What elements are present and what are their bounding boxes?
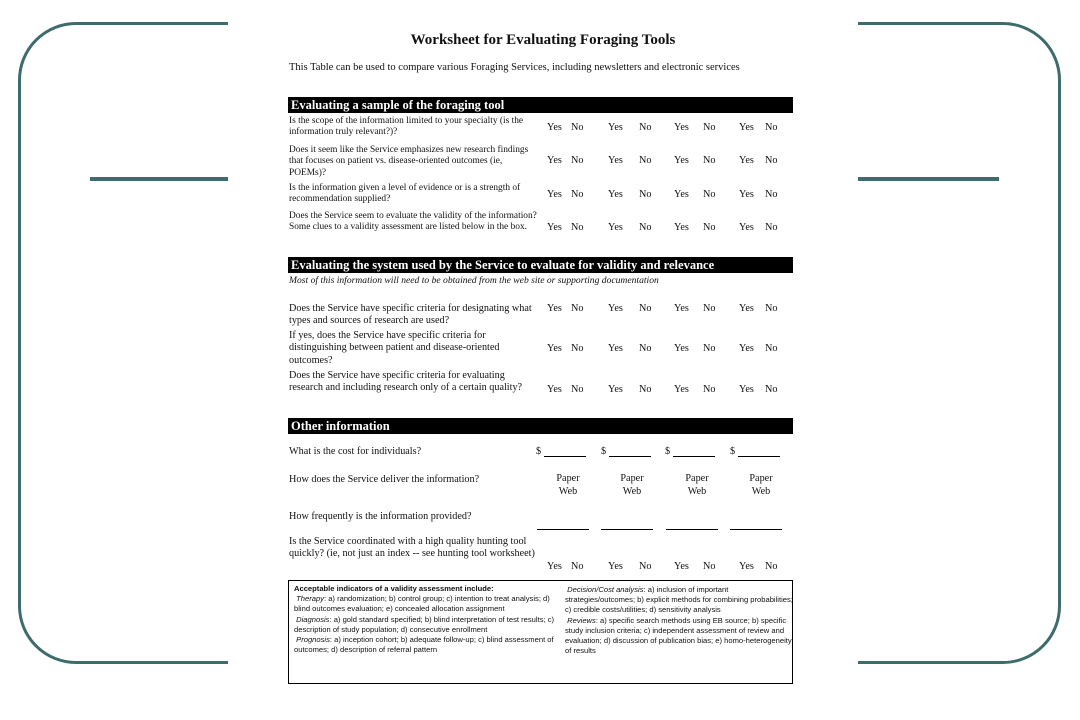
question-level-of-evidence: Is the information given a level of evidence or is a strength of recommendation supplied? — [289, 183, 521, 205]
yes-option: Yes — [674, 122, 689, 133]
question-frequency: How frequently is the information provided? — [289, 511, 472, 522]
decision-text: : a) inclusion of important strategies/outcomes; b) explicit methods for combining probabilities; c) credible costs/utilities; d) sensitivity analysis — [565, 585, 793, 615]
no-option: No — [639, 189, 652, 200]
yes-option: Yes — [547, 303, 562, 314]
prognosis-text: : a) inception cohort; b) adequate follow-up; c) blind assessment of outcomes; d) description of referral pattern — [294, 635, 554, 655]
yes-option: Yes — [739, 343, 754, 354]
no-option: No — [765, 343, 778, 354]
paper-option[interactable]: Paper — [556, 473, 580, 484]
no-option: No — [571, 155, 584, 166]
no-option: No — [765, 189, 778, 200]
no-option: No — [571, 222, 584, 233]
frequency-blank[interactable] — [730, 529, 782, 530]
frequency-blank[interactable] — [537, 529, 589, 530]
yes-option: Yes — [674, 561, 689, 572]
no-option: No — [639, 303, 652, 314]
no-option: No — [703, 122, 716, 133]
worksheet-document — [228, 0, 858, 720]
question-delivery: How does the Service deliver the information? — [289, 474, 480, 485]
no-option: No — [703, 222, 716, 233]
yes-option: Yes — [674, 384, 689, 395]
yes-option: Yes — [547, 155, 562, 166]
no-option: No — [703, 384, 716, 395]
dollar-sign: $ — [730, 446, 736, 457]
no-option: No — [765, 384, 778, 395]
no-option: No — [703, 303, 716, 314]
validity-indicators-box — [288, 580, 793, 684]
no-option: No — [639, 122, 652, 133]
yes-no-row — [547, 303, 787, 317]
paper-option[interactable]: Paper — [685, 473, 709, 484]
yes-option: Yes — [608, 384, 623, 395]
cost-blank[interactable] — [601, 446, 651, 457]
yes-option: Yes — [739, 222, 754, 233]
yes-option: Yes — [674, 155, 689, 166]
reviews-text: : a) specific search methods using EB source; b) specific study inclusion criteria; c) independent assessment of review and evaluation; d) discussion of publication bias; e) homo-heterogeneity of results — [565, 615, 792, 656]
no-option: No — [765, 122, 778, 133]
web-option[interactable]: Web — [558, 486, 578, 497]
cost-blank[interactable] — [665, 446, 715, 457]
yes-option: Yes — [547, 222, 562, 233]
paper-option[interactable]: Paper — [749, 473, 773, 484]
therapy-text: : a) randomization; b) control group; c) intention to treat analysis; d) blind outcomes evaluation; e) concealed allocation assignment — [294, 594, 550, 614]
therapy-label: Therapy — [296, 594, 324, 604]
question-new-research: Does it seem like the Service emphasizes new research findings that focuses on patient vs. disease-oriented outcomes (ie, POEMs)? — [289, 145, 529, 178]
yes-option: Yes — [608, 222, 623, 233]
yes-no-row — [547, 561, 787, 575]
web-option[interactable]: Web — [751, 486, 771, 497]
yes-option: Yes — [547, 122, 562, 133]
yes-option: Yes — [739, 155, 754, 166]
no-option: No — [571, 343, 584, 354]
yes-option: Yes — [608, 561, 623, 572]
yes-option: Yes — [739, 561, 754, 572]
no-option: No — [703, 155, 716, 166]
cost-underline — [609, 446, 651, 457]
prognosis-label: Prognosis — [296, 635, 330, 645]
yes-option: Yes — [608, 122, 623, 133]
no-option: No — [639, 343, 652, 354]
delivery-options — [677, 472, 717, 498]
question-validity: Does the Service seem to evaluate the validity of the information? Some clues to a validity assessment are listed below in the box. — [289, 211, 537, 233]
yes-option: Yes — [739, 189, 754, 200]
yes-option: Yes — [739, 122, 754, 133]
yes-no-row — [547, 343, 787, 357]
section-heading-system: Evaluating the system used by the Service to evaluate for validity and relevance — [288, 257, 793, 273]
dollar-sign: $ — [665, 446, 671, 457]
delivery-options — [741, 472, 781, 498]
yes-option: Yes — [547, 189, 562, 200]
yes-option: Yes — [547, 384, 562, 395]
section-note: Most of this information will need to be obtained from the web site or supporting documentation — [289, 275, 659, 286]
diagnosis-label: Diagnosis — [296, 614, 330, 624]
worksheet-subtitle: This Table can be used to compare various Foraging Services, including newsletters and electronic services — [289, 62, 740, 73]
yes-no-row — [547, 155, 787, 169]
no-option: No — [571, 561, 584, 572]
no-option: No — [765, 155, 778, 166]
no-option: No — [703, 189, 716, 200]
reviews-label: Reviews — [567, 615, 596, 625]
question-research-quality: Does the Service have specific criteria for evaluating research and including research only of a certain quality? — [289, 370, 523, 394]
frequency-blank[interactable] — [666, 529, 718, 530]
section-heading-sample: Evaluating a sample of the foraging tool — [288, 97, 793, 113]
yes-no-row — [547, 222, 787, 236]
diagnosis-text: : a) gold standard specified; b) blind interpretation of test results; c) description of study population; d) consecutive enrollment — [294, 614, 555, 634]
yes-option: Yes — [608, 303, 623, 314]
no-option: No — [765, 561, 778, 572]
validity-column-left — [294, 584, 556, 655]
cost-underline — [738, 446, 780, 457]
right-divider-rule — [858, 177, 999, 181]
no-option: No — [571, 122, 584, 133]
yes-option: Yes — [739, 303, 754, 314]
yes-option: Yes — [608, 155, 623, 166]
yes-option: Yes — [674, 189, 689, 200]
yes-no-row — [547, 122, 787, 136]
no-option: No — [703, 343, 716, 354]
yes-option: Yes — [547, 343, 562, 354]
decision-label: Decision/Cost analysis — [567, 585, 644, 594]
yes-option: Yes — [674, 303, 689, 314]
web-option[interactable]: Web — [687, 486, 707, 497]
paper-option[interactable]: Paper — [620, 473, 644, 484]
yes-option: Yes — [608, 189, 623, 200]
question-scope: Is the scope of the information limited to your specialty (is the information truly relevant?)? — [289, 116, 524, 138]
yes-no-row — [547, 384, 787, 398]
delivery-options — [548, 472, 588, 498]
no-option: No — [571, 303, 584, 314]
dollar-sign: $ — [601, 446, 607, 457]
no-option: No — [765, 303, 778, 314]
no-option: No — [639, 561, 652, 572]
no-option: No — [765, 222, 778, 233]
yes-option: Yes — [547, 561, 562, 572]
yes-option: Yes — [674, 222, 689, 233]
no-option: No — [639, 222, 652, 233]
question-specific-criteria: Does the Service have specific criteria for designating what types and sources of research are used? — [289, 303, 532, 327]
no-option: No — [703, 561, 716, 572]
yes-option: Yes — [739, 384, 754, 395]
frequency-blank[interactable] — [601, 529, 653, 530]
section-heading-other: Other information — [288, 418, 793, 434]
dollar-sign: $ — [536, 446, 542, 457]
cost-blank[interactable] — [730, 446, 780, 457]
validity-column-right — [565, 585, 793, 656]
yes-option: Yes — [674, 343, 689, 354]
cost-underline — [544, 446, 586, 457]
question-hunting-tool: Is the Service coordinated with a high quality hunting tool quickly? (ie, not just an index -- see hunting tool worksheet) — [289, 536, 535, 560]
cost-blank[interactable] — [536, 446, 586, 457]
cost-underline — [673, 446, 715, 457]
worksheet-title: Worksheet for Evaluating Foraging Tools — [410, 32, 676, 48]
left-divider-rule — [90, 177, 228, 181]
question-cost: What is the cost for individuals? — [289, 446, 422, 457]
no-option: No — [639, 384, 652, 395]
no-option: No — [571, 189, 584, 200]
yes-option: Yes — [608, 343, 623, 354]
yes-no-row — [547, 189, 787, 203]
delivery-options — [612, 472, 652, 498]
box-heading: Acceptable indicators of a validity assessment include: — [294, 584, 494, 593]
no-option: No — [571, 384, 584, 395]
web-option[interactable]: Web — [622, 486, 642, 497]
no-option: No — [639, 155, 652, 166]
question-patient-outcomes: If yes, does the Service have specific criteria for distinguishing between patient and disease-oriented outcomes? — [289, 330, 500, 366]
